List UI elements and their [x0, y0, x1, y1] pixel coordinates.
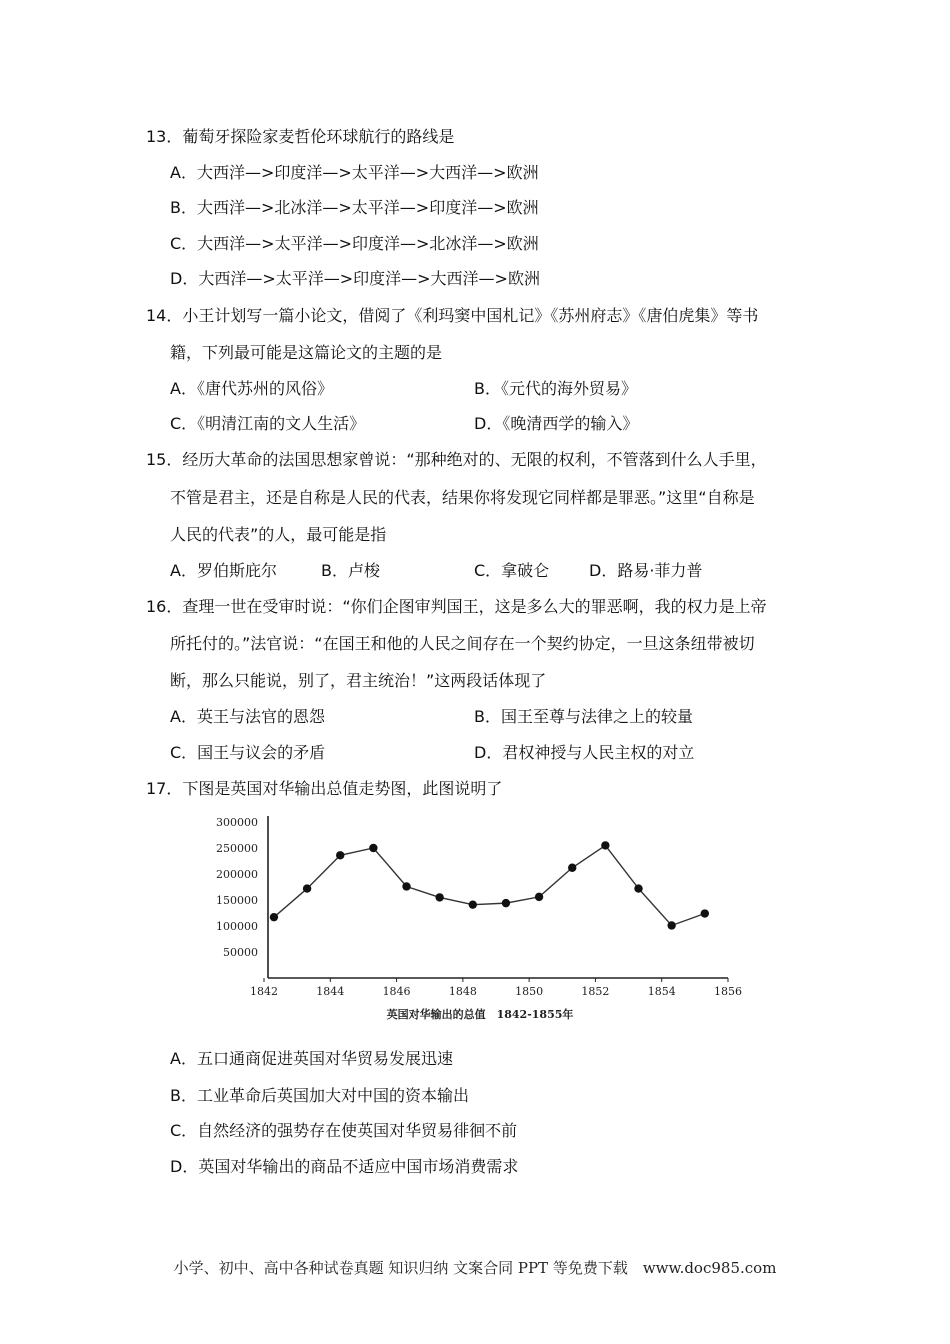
data-point — [402, 882, 410, 890]
q17-option-c: C．自然经济的强势存在使英国对华贸易徘徊不前 — [170, 1121, 518, 1140]
data-point — [270, 913, 278, 921]
x-tick-label: 1844 — [316, 985, 345, 998]
data-point — [568, 864, 576, 872]
export-line-chart — [200, 808, 760, 1028]
page-footer: 小学、初中、高中各种试卷真题 知识归纳 文案合同 PPT 等免费下载 www.doc985.com — [173, 1259, 777, 1277]
q15-stem-line1: 15．经历大革命的法国思想家曾说：“那种绝对的、无限的权利，不管落到什么人手里， — [146, 450, 767, 469]
q13-option-c: C．大西洋—>太平洋—>印度洋—>北冰洋—>欧洲 — [170, 234, 539, 253]
q16-option-d: D．君权神授与人民主权的对立 — [474, 743, 695, 762]
x-tick-label: 1850 — [515, 985, 544, 998]
q15-option-c: C．拿破仑 — [474, 561, 550, 580]
x-tick-label: 1842 — [250, 985, 278, 998]
q17-option-a: A．五口通商促进英国对华贸易发展迅速 — [170, 1049, 453, 1068]
q15-option-b: B．卢梭 — [321, 561, 380, 580]
y-tick-label: 300000 — [216, 816, 258, 829]
q13-stem: 13．葡萄牙探险家麦哲伦环球航行的路线是 — [146, 127, 455, 146]
q13-option-b: B．大西洋—>北冰洋—>太平洋—>印度洋—>欧洲 — [170, 198, 539, 217]
x-tick-label: 1848 — [448, 985, 477, 998]
q14-stem-line1: 14．小王计划写一篇小论文，借阅了《利玛窦中国札记》《苏州府志》《唐伯虎集》等书 — [146, 306, 759, 325]
q15-stem-line2: 不管是君主，还是自称是人民的代表，结果你将发现它同样都是罪恶。”这里“自称是 — [170, 488, 755, 507]
q16-option-b: B．国王至尊与法律之上的较量 — [474, 707, 693, 726]
data-point — [601, 841, 609, 849]
q17-stem: 17．下图是英国对华输出总值走势图，此图说明了 — [146, 779, 503, 798]
x-tick-label: 1856 — [714, 985, 742, 998]
y-tick-label: 50000 — [223, 946, 258, 959]
q13-option-a: A．大西洋—>印度洋—>太平洋—>大西洋—>欧洲 — [170, 163, 539, 182]
x-tick-label: 1846 — [382, 985, 411, 998]
q14-option-c: C．《明清江南的文人生活》 — [170, 414, 366, 433]
y-tick-label: 100000 — [216, 920, 258, 933]
chart-x-ticks — [250, 978, 742, 998]
data-point — [435, 893, 443, 901]
q13-option-d: D．大西洋—>太平洋—>印度洋—>大西洋—>欧洲 — [170, 269, 540, 288]
data-point — [469, 900, 477, 908]
chart-series — [270, 841, 709, 929]
x-tick-label: 1854 — [647, 985, 676, 998]
data-point — [634, 884, 642, 892]
y-tick-label: 250000 — [216, 842, 258, 855]
q14-option-d: D．《晚清西学的输入》 — [474, 414, 639, 433]
q16-option-a: A．英王与法官的恩怨 — [170, 707, 325, 726]
q17-option-b: B．工业革命后英国加大对中国的资本输出 — [170, 1086, 469, 1105]
data-point — [667, 921, 675, 929]
q17-option-d: D．英国对华输出的商品不适应中国市场消费需求 — [170, 1157, 519, 1176]
q15-stem-line3: 人民的代表”的人，最可能是指 — [170, 525, 387, 544]
q15-option-d: D．路易·菲力普 — [589, 561, 703, 580]
q14-stem-line2: 籍，下列最可能是这篇论文的主题的是 — [170, 343, 443, 362]
data-point — [336, 851, 344, 859]
y-tick-label: 150000 — [216, 894, 258, 907]
chart-axes — [268, 816, 728, 978]
q16-stem-line3: 断，那么只能说，别了，君主统治！”这两段话体现了 — [170, 671, 547, 690]
q15-option-a: A．罗伯斯庇尔 — [170, 561, 277, 580]
q16-stem-line2: 所托付的。”法官说：“在国王和他的人民之间存在一个契约协定，一旦这条纽带被切 — [170, 634, 755, 653]
y-tick-label: 200000 — [216, 868, 258, 881]
x-tick-label: 1852 — [581, 985, 610, 998]
data-point — [535, 893, 543, 901]
data-point — [502, 899, 510, 907]
q16-stem-line1: 16．查理一世在受审时说：“你们企图审判国王，这是多么大的罪恶啊，我的权力是上帝 — [146, 597, 767, 616]
q14-option-b: B．《元代的海外贸易》 — [474, 379, 637, 398]
q16-option-c: C．国王与议会的矛盾 — [170, 743, 326, 762]
data-point — [701, 909, 709, 917]
chart-title: 英国对华输出的总值 1842-1855年 — [386, 1008, 574, 1021]
data-point — [369, 844, 377, 852]
chart-y-ticks — [216, 816, 258, 959]
q14-option-a: A．《唐代苏州的风俗》 — [170, 379, 333, 398]
data-point — [303, 884, 311, 892]
